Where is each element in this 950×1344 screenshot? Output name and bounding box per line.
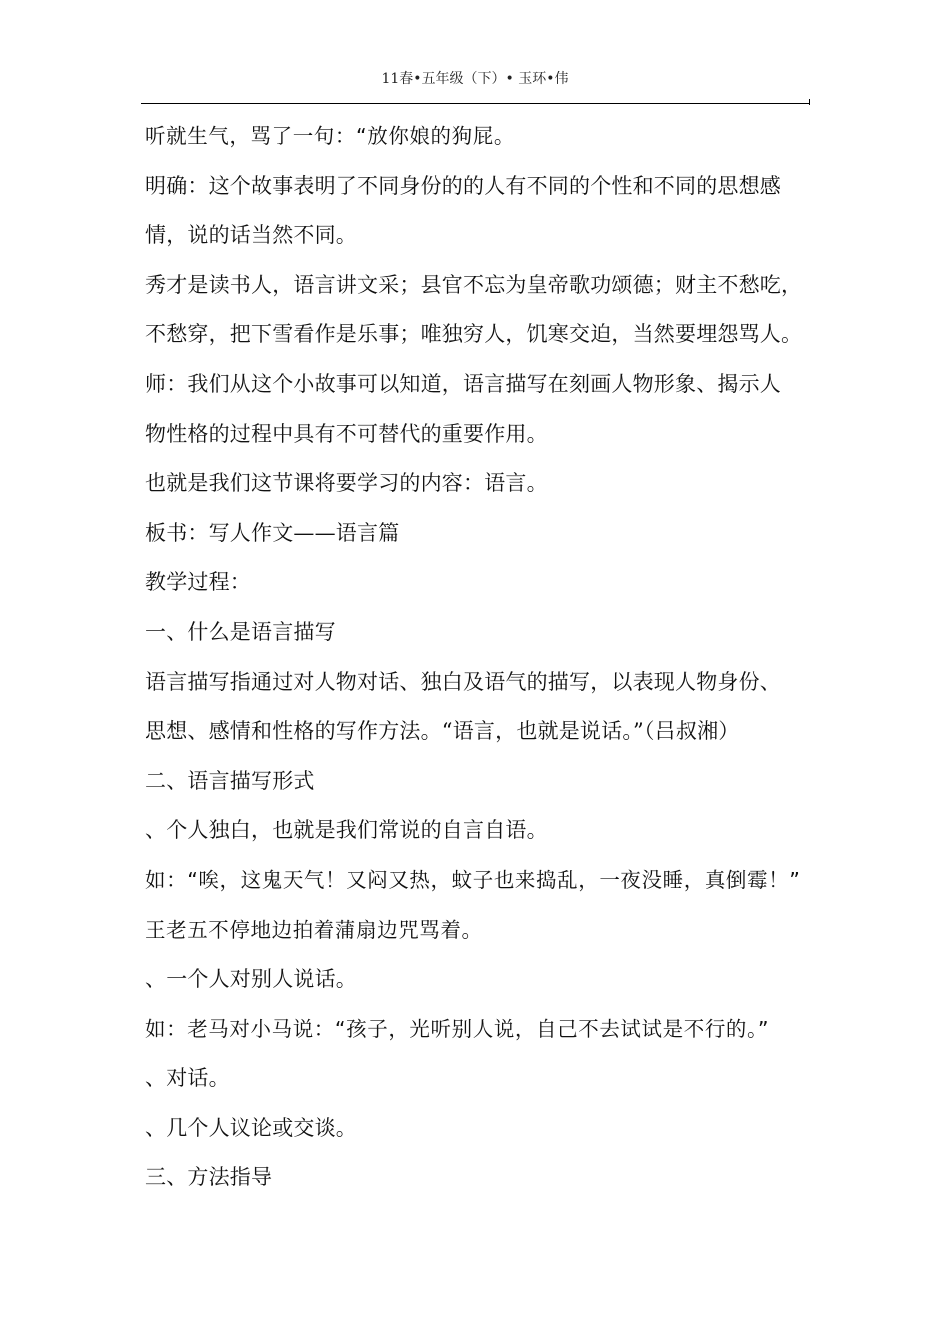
- text-line: 情，说的话当然不同。: [145, 223, 357, 248]
- section-heading: 一、什么是语言描写: [145, 619, 336, 644]
- text-line: 听就生气，骂了一句：“放你娘的狗屁。: [145, 124, 515, 148]
- document-body: [145, 118, 817, 1209]
- text-line: 秀才是读书人，语言讲文采；县官不忘为皇帝歌功颂德；财主不愁吃，: [145, 272, 803, 297]
- text-line: 物性格的过程中具有不可替代的重要作用。: [145, 421, 548, 446]
- example-line: 如：老马对小马说：“孩子，光听别人说，自己不去试试是不行的。”: [145, 1016, 770, 1041]
- section-heading: 三、方法指导: [145, 1165, 273, 1190]
- text-line: 师：我们从这个小故事可以知道，语言描写在刻画人物形象、揭示人: [145, 371, 781, 396]
- list-item: 、几个人议论或交谈。: [145, 1115, 357, 1140]
- text-line: 明确：这个故事表明了不同身份的的人有不同的个性和不同的思想感: [145, 173, 781, 198]
- list-item: 、个人独白，也就是我们常说的自言自语。: [145, 818, 548, 843]
- section-heading: 教学过程：: [145, 570, 251, 595]
- text-line: 也就是我们这节课将要学习的内容：语言。: [145, 471, 548, 496]
- text-line: 思想、感情和性格的写作方法。“语言，也就是说话。”（吕叔湘）: [145, 719, 740, 744]
- example-line: 王老五不停地边拍着蒲扇边咒骂着。: [145, 917, 483, 942]
- list-item: 、对话。: [145, 1066, 230, 1091]
- page-header: 11春•五年级（下）• 玉环•伟: [381, 71, 569, 87]
- header-divider-end-mark: [809, 99, 810, 105]
- text-line: 语言描写指通过对人物对话、独白及语气的描写，以表现人物身份、: [145, 669, 781, 694]
- header-divider: [141, 103, 810, 104]
- text-line: 不愁穿，把下雪看作是乐事；唯独穷人，饥寒交迫，当然要埋怨骂人。: [145, 322, 803, 347]
- list-item: 、一个人对别人说话。: [145, 967, 357, 992]
- section-heading: 二、语言描写形式: [145, 768, 315, 793]
- text-line: 板书：写人作文——语言篇: [145, 520, 400, 545]
- example-line: 如：“唉，这鬼天气！又闷又热，蚊子也来捣乱，一夜没睡，真倒霉！”: [145, 867, 801, 892]
